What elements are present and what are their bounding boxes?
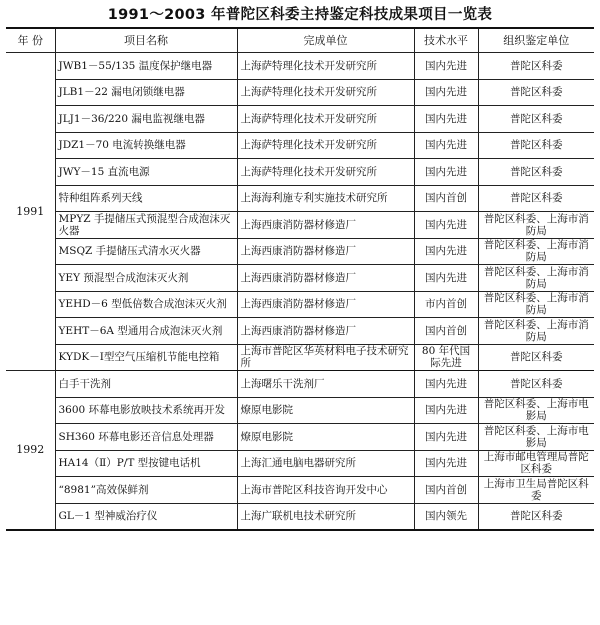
achievements-table <box>6 27 594 531</box>
table-row <box>6 79 594 106</box>
completing-unit-cell: 上海西康消防器材修造厂 <box>237 291 414 318</box>
tech-level-cell: 国内先进 <box>414 53 478 80</box>
header-project-name: 项目名称 <box>55 28 237 53</box>
table-row <box>6 265 594 292</box>
table-row <box>6 185 594 212</box>
project-name-cell: GL－1 型神威治疗仪 <box>55 503 237 530</box>
appraisal-unit-cell: 普陀区科委 <box>478 185 594 212</box>
completing-unit-cell: 上海市普陀区华英材料电子技术研究所 <box>237 344 414 371</box>
table-title: 1991～2003 年普陀区科委主持鉴定科技成果项目一览表 <box>107 7 493 23</box>
tech-level-cell: 国内先进 <box>414 265 478 292</box>
appraisal-unit-cell: 普陀区科委、上海市消防局 <box>478 318 594 345</box>
appraisal-unit-cell: 普陀区科委、上海市消防局 <box>478 212 594 239</box>
table-row <box>6 132 594 159</box>
tech-level-cell: 国内先进 <box>414 450 478 477</box>
project-name-cell: YEY 预混型合成泡沫灭火剂 <box>55 265 237 292</box>
table-row <box>6 291 594 318</box>
table-row <box>6 238 594 265</box>
table-row <box>6 450 594 477</box>
table-row <box>6 477 594 504</box>
tech-level-cell: 国内先进 <box>414 106 478 133</box>
table-row <box>6 106 594 133</box>
appraisal-unit-cell: 普陀区科委 <box>478 79 594 106</box>
table-row <box>6 424 594 451</box>
appraisal-unit-cell: 普陀区科委、上海市电影局 <box>478 397 594 424</box>
table-row <box>6 53 594 80</box>
project-name-cell: 特种组阵系列天线 <box>55 185 237 212</box>
header-appraisal-unit: 组织鉴定单位 <box>478 28 594 53</box>
project-name-cell: YEHD－6 型低倍数合成泡沫灭火剂 <box>55 291 237 318</box>
appraisal-unit-cell: 普陀区科委 <box>478 159 594 186</box>
project-name-cell: JLJ1－36/220 漏电监视继电器 <box>55 106 237 133</box>
tech-level-cell: 国内先进 <box>414 397 478 424</box>
completing-unit-cell: 上海海利施专利实施技术研究所 <box>237 185 414 212</box>
completing-unit-cell: 上海萨特理化技术开发研究所 <box>237 53 414 80</box>
tech-level-cell: 市内首创 <box>414 291 478 318</box>
tech-level-cell: 国内先进 <box>414 371 478 398</box>
project-name-cell: JLB1－22 漏电闭锁继电器 <box>55 79 237 106</box>
header-year: 年 份 <box>6 28 55 53</box>
project-name-cell: KYDK－Ⅰ型空气压缩机节能电控箱 <box>55 344 237 371</box>
table-row <box>6 212 594 239</box>
project-name-cell: 3600 环幕电影放映技术系统再开发 <box>55 397 237 424</box>
completing-unit-cell: 上海曙乐干洗剂厂 <box>237 371 414 398</box>
project-name-cell: JDZ1－70 电流转换继电器 <box>55 132 237 159</box>
completing-unit-cell: 上海汇通电脑电器研究所 <box>237 450 414 477</box>
completing-unit-cell: 上海萨特理化技术开发研究所 <box>237 159 414 186</box>
table-row <box>6 318 594 345</box>
project-name-cell: SH360 环幕电影还音信息处理器 <box>55 424 237 451</box>
completing-unit-cell: 燎原电影院 <box>237 397 414 424</box>
tech-level-cell: 国内先进 <box>414 79 478 106</box>
completing-unit-cell: 上海萨特理化技术开发研究所 <box>237 132 414 159</box>
project-name-cell: 白手干洗剂 <box>55 371 237 398</box>
completing-unit-cell: 上海西康消防器材修造厂 <box>237 238 414 265</box>
year-cell: 1991 <box>6 53 55 371</box>
project-name-cell: MSQZ 手提储压式清水灭火器 <box>55 238 237 265</box>
appraisal-unit-cell: 普陀区科委、上海市消防局 <box>478 238 594 265</box>
tech-level-cell: 80 年代国际先进 <box>414 344 478 371</box>
appraisal-unit-cell: 普陀区科委 <box>478 503 594 530</box>
header-completing-unit: 完成单位 <box>237 28 414 53</box>
header-tech-level: 技术水平 <box>414 28 478 53</box>
project-name-cell: MPYZ 手提储压式预混型合成泡沫灭火器 <box>55 212 237 239</box>
header-row <box>6 28 594 53</box>
table-row <box>6 371 594 398</box>
appraisal-unit-cell: 普陀区科委 <box>478 132 594 159</box>
completing-unit-cell: 上海西康消防器材修造厂 <box>237 265 414 292</box>
table-row <box>6 503 594 530</box>
completing-unit-cell: 上海广联机电技术研究所 <box>237 503 414 530</box>
year-cell: 1992 <box>6 371 55 531</box>
tech-level-cell: 国内首创 <box>414 477 478 504</box>
appraisal-unit-cell: 普陀区科委、上海市电影局 <box>478 424 594 451</box>
appraisal-unit-cell: 普陀区科委 <box>478 106 594 133</box>
tech-level-cell: 国内领先 <box>414 503 478 530</box>
project-name-cell: YEHT－6A 型通用合成泡沫灭火剂 <box>55 318 237 345</box>
tech-level-cell: 国内先进 <box>414 132 478 159</box>
table-row <box>6 397 594 424</box>
appraisal-unit-cell: 普陀区科委、上海市消防局 <box>478 265 594 292</box>
project-name-cell: “8981”高效保鲜剂 <box>55 477 237 504</box>
appraisal-unit-cell: 普陀区科委、上海市消防局 <box>478 291 594 318</box>
project-name-cell: JWB1－55/135 温度保护继电器 <box>55 53 237 80</box>
tech-level-cell: 国内首创 <box>414 318 478 345</box>
completing-unit-cell: 上海西康消防器材修造厂 <box>237 212 414 239</box>
appraisal-unit-cell: 上海市卫生局普陀区科委 <box>478 477 594 504</box>
appraisal-unit-cell: 上海市邮电管理局普陀区科委 <box>478 450 594 477</box>
tech-level-cell: 国内先进 <box>414 238 478 265</box>
tech-level-cell: 国内首创 <box>414 185 478 212</box>
table-row <box>6 159 594 186</box>
completing-unit-cell: 燎原电影院 <box>237 424 414 451</box>
tech-level-cell: 国内先进 <box>414 212 478 239</box>
appraisal-unit-cell: 普陀区科委 <box>478 371 594 398</box>
project-name-cell: HA14（Ⅱ）P/T 型按键电话机 <box>55 450 237 477</box>
completing-unit-cell: 上海西康消防器材修造厂 <box>237 318 414 345</box>
tech-level-cell: 国内先进 <box>414 159 478 186</box>
completing-unit-cell: 上海萨特理化技术开发研究所 <box>237 79 414 106</box>
appraisal-unit-cell: 普陀区科委 <box>478 344 594 371</box>
appraisal-unit-cell: 普陀区科委 <box>478 53 594 80</box>
completing-unit-cell: 上海市普陀区科技咨询开发中心 <box>237 477 414 504</box>
completing-unit-cell: 上海萨特理化技术开发研究所 <box>237 106 414 133</box>
table-row <box>6 344 594 371</box>
project-name-cell: JWY－15 直流电源 <box>55 159 237 186</box>
tech-level-cell: 国内先进 <box>414 424 478 451</box>
